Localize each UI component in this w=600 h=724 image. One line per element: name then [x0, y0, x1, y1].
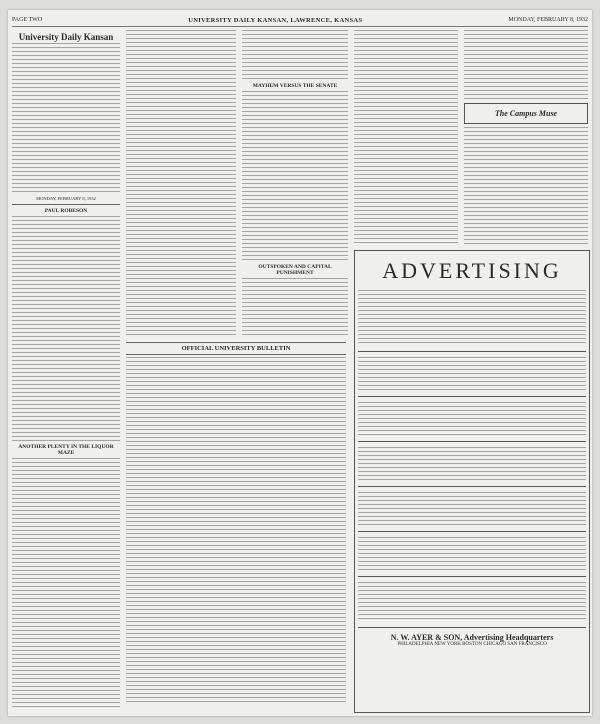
- column-editorial-4: [354, 30, 458, 245]
- column-masthead: [12, 30, 120, 710]
- agency-name: N. W. AYER & SON, Advertising Headquarters: [390, 633, 554, 642]
- bulletin-title: OFFICIAL UNIVERSITY BULLETIN: [181, 345, 291, 352]
- staff-listing: [12, 43, 120, 193]
- agency-cities: PHILADELPHIA NEW YORK BOSTON CHICAGO SAN FRANCISCO: [397, 642, 547, 647]
- page-number: PAGE TWO: [12, 17, 43, 23]
- newspaper-page: [8, 10, 592, 716]
- editorial-heading-robeson: PAUL ROBESON: [44, 208, 88, 214]
- masthead-title: University Daily Kansan: [18, 32, 114, 42]
- editorial-heading-liquor: ANOTHER PLENTY IN THE LIQUOR MAZE: [18, 444, 114, 456]
- editorial-heading-mayhem: MAYHEM VERSUS THE SENATE: [252, 83, 338, 89]
- bulletin-notices: [126, 357, 346, 702]
- paper-title: UNIVERSITY DAILY KANSAN, LAWRENCE, KANSAS: [188, 16, 363, 24]
- column-campus-muse: [464, 30, 588, 245]
- column-editorial-2: [126, 30, 236, 335]
- page-header: [12, 14, 588, 27]
- campus-muse-title: The Campus Muse: [494, 109, 558, 118]
- column-editorial-3: [242, 30, 348, 335]
- masthead-date: MONDAY, FEBRUARY 8, 1932: [36, 196, 96, 201]
- editorial-text-mayhem: [242, 91, 348, 261]
- advertising-intro: [358, 290, 586, 346]
- editorial-heading-capital: OUTSPOKEN AND CAPITAL PUNISHMENT: [258, 264, 332, 276]
- issue-date: MONDAY, FEBRUARY 8, 1932: [508, 17, 588, 23]
- campus-muse-box: [464, 103, 588, 124]
- editorial-text-robeson: [12, 216, 120, 441]
- official-bulletin: [126, 340, 346, 710]
- advertising-title: ADVERTISING: [382, 258, 562, 283]
- editorial-text-liquor: [12, 458, 120, 710]
- advertising-box: [354, 250, 590, 713]
- editorial-text-capital: [242, 278, 348, 335]
